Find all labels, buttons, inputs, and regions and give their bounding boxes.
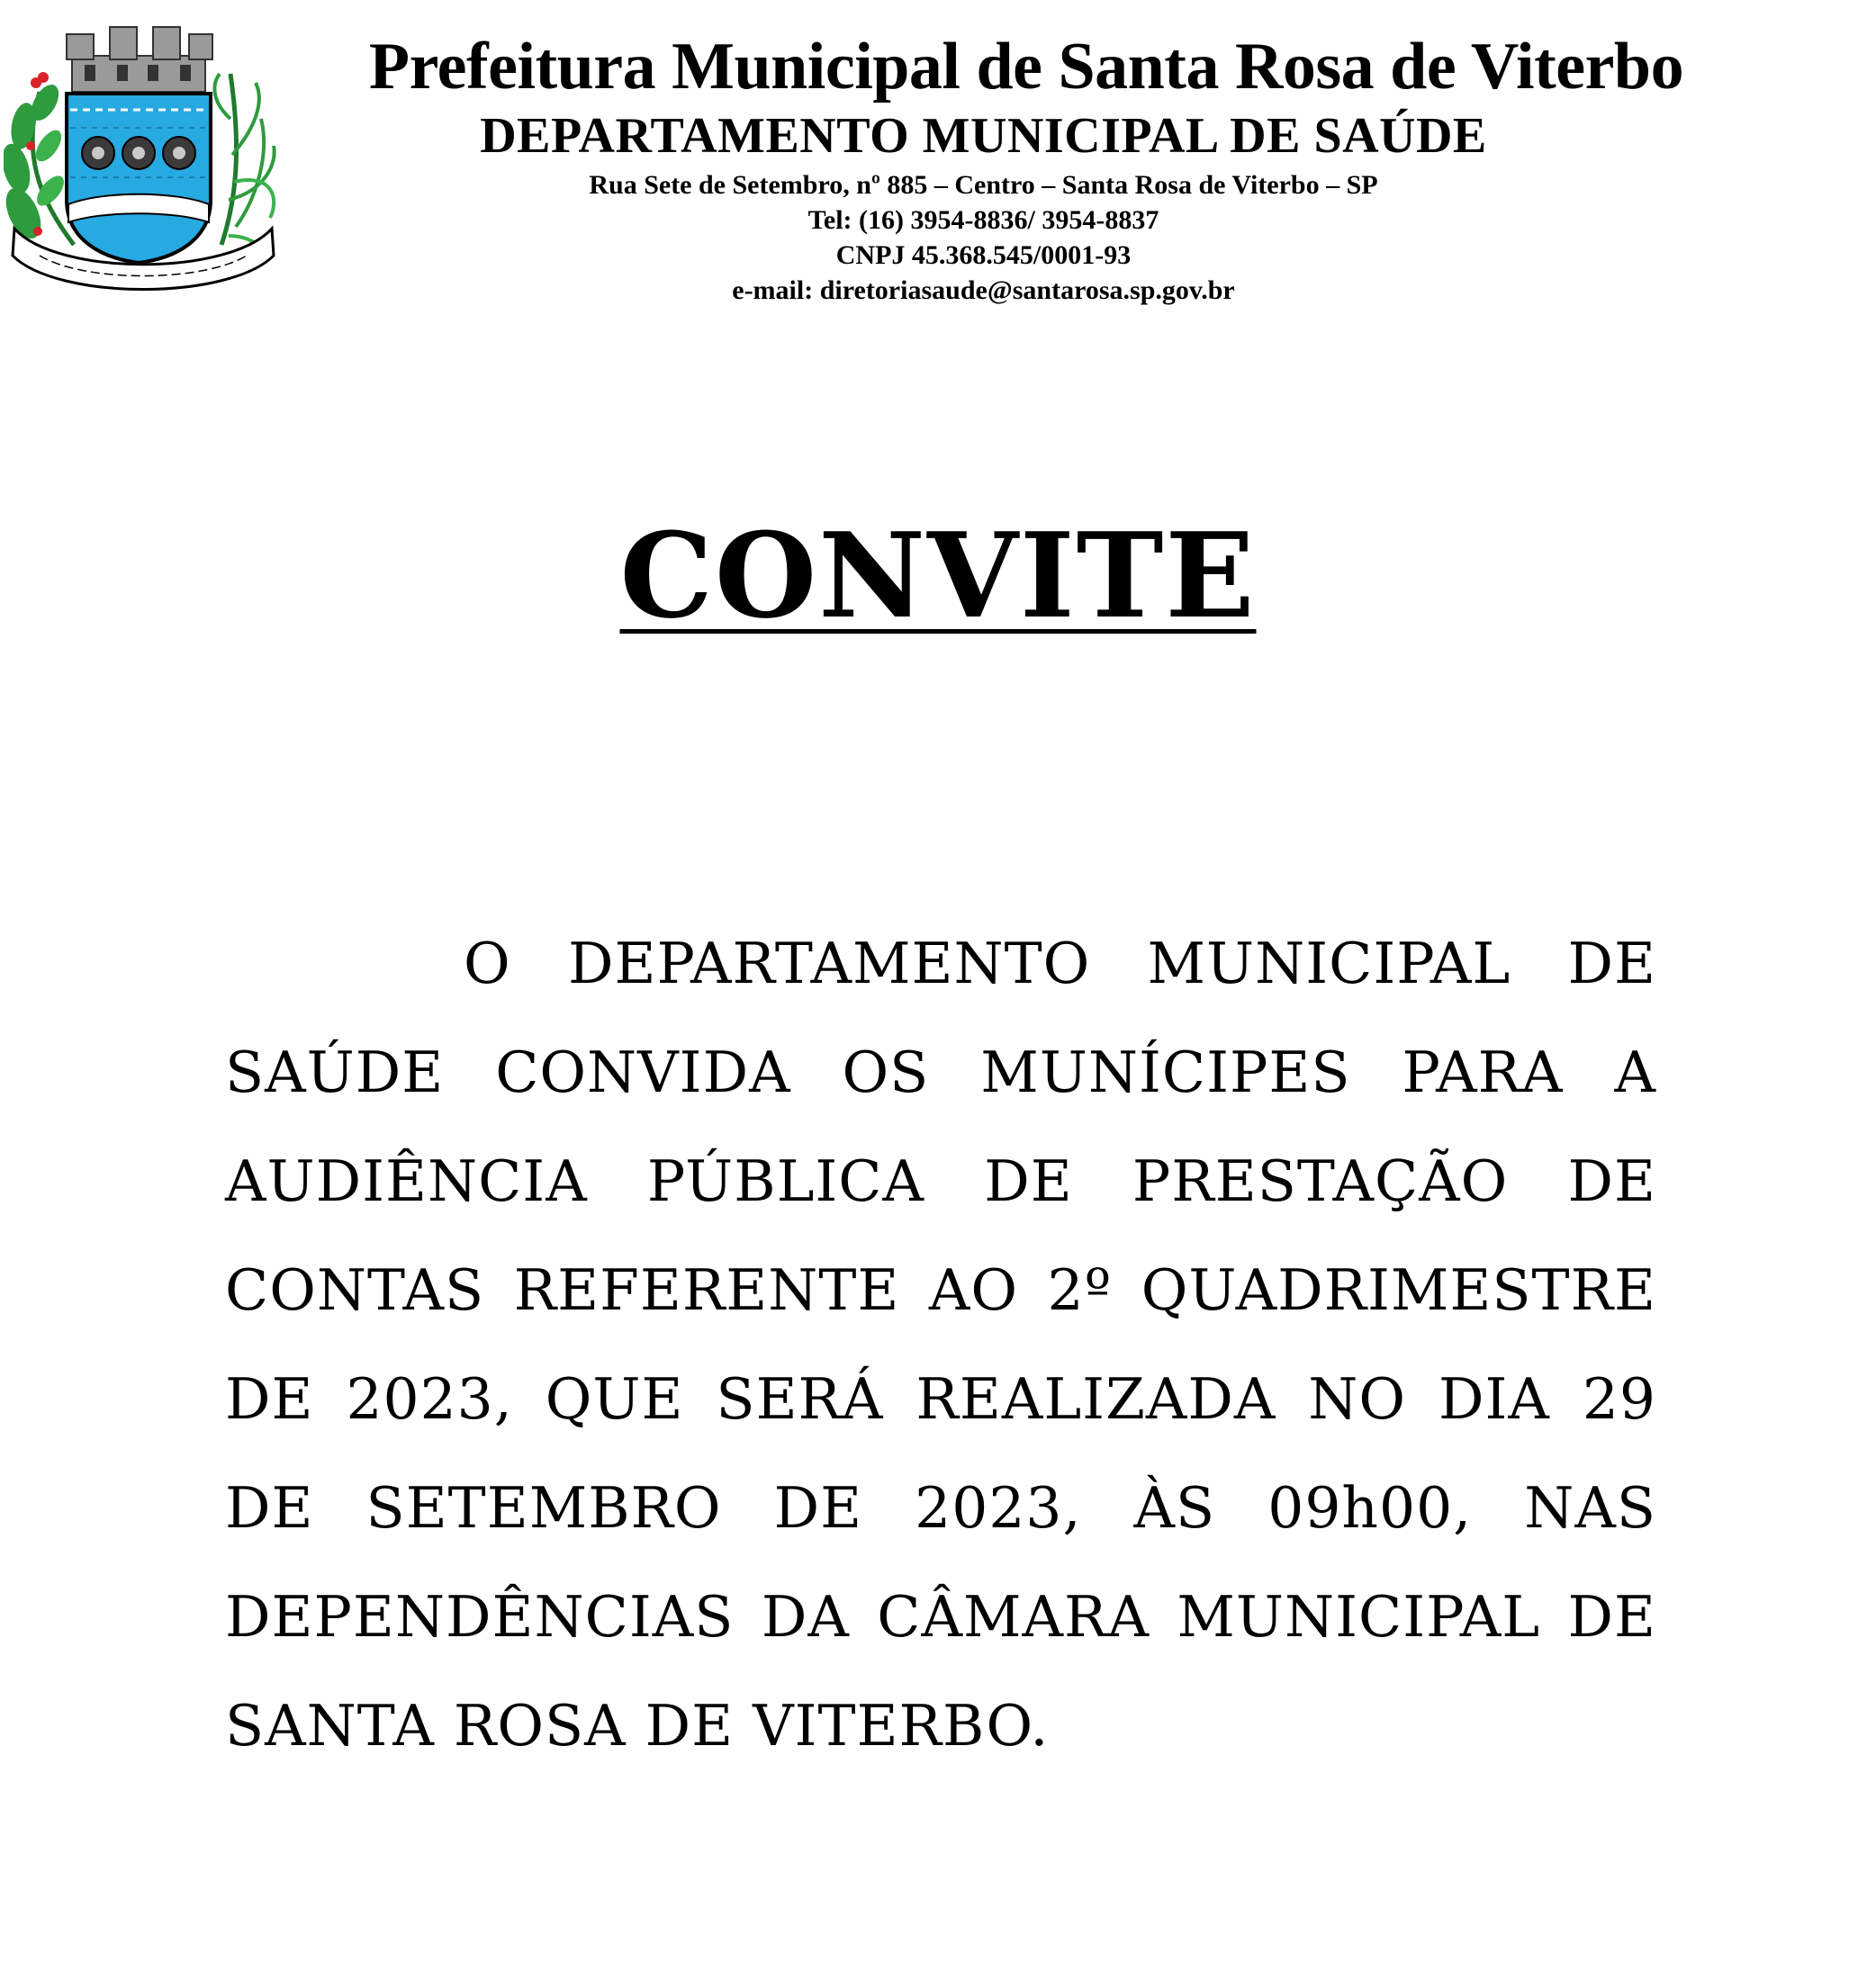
cnpj-line: CNPJ 45.368.545/0001-93 (835, 240, 1132, 270)
rose-icon (122, 137, 155, 169)
mural-crown-icon (67, 27, 212, 92)
invitation-body: O DEPARTAMENTO MUNICIPAL DE SAÚDE CONVIDA OS MUNÍCIPES PARA A AUDIÊNCIA PÚBLICA DE PRESTAÇÃO DE CONTAS REFERENTE AO 2º QUADRIMESTRE DE 2023, QUE SERÁ REALIZADA NO DIA 29 DE SETEMBRO DE 2023, ÀS 09h00, NAS DEPENDÊNCIAS DA CÂMARA MUNICIPAL DE SANTA ROSA DE VITERBO. (225, 931, 1656, 1759)
document-title-text: CONVITE (619, 507, 1257, 644)
phone-line: Tel: (16) 3954-8836/ 3954-8837 (807, 205, 1159, 235)
document-title (0, 508, 1876, 644)
organization-name: Prefeitura Municipal de Santa Rosa de Viterbo (368, 30, 1684, 104)
shield-icon (67, 94, 211, 263)
rose-icon (82, 137, 114, 169)
coffee-branch-icon (4, 72, 74, 245)
email-line: e-mail: diretoriasaude@santarosa.sp.gov.br (732, 275, 1235, 305)
department-name: DEPARTAMENTO MUNICIPAL DE SAÚDE (480, 108, 1487, 164)
municipal-coat-of-arms-icon (4, 20, 284, 295)
rose-icon (163, 137, 195, 169)
address-line: Rua Sete de Setembro, nº 885 – Centro – Santa Rosa de Viterbo – SP (589, 170, 1378, 200)
